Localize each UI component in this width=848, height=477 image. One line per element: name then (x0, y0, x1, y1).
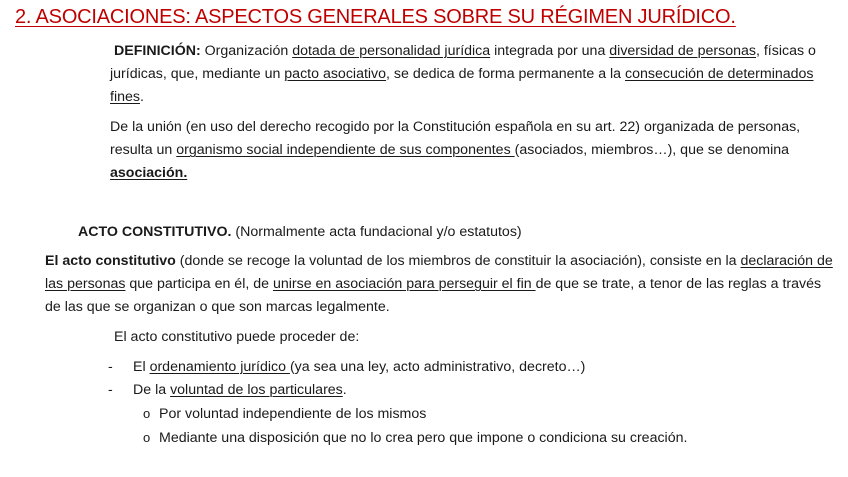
definition-underlined-text: dotada de personalidad jurídica (292, 43, 491, 59)
union-asociacion-term: asociación. (110, 165, 188, 181)
proceder-intro: El acto constitutivo puede proceder de: (114, 329, 360, 345)
list-item-underlined-text: ordenamiento jurídico (149, 359, 290, 375)
acto-bold-term: El acto constitutivo (45, 253, 176, 269)
union-underlined-text: organismo social independiente de sus componentes (176, 142, 515, 158)
acto-text: que participa en él, de (125, 276, 273, 292)
sublist-item-text: Mediante una disposición que no lo crea pero que impone o condiciona su creación. (159, 430, 688, 446)
definition-text: Organización (200, 43, 293, 59)
definition-text: integrada por una (490, 43, 610, 59)
dash-bullet: - (108, 359, 113, 375)
list-item (108, 379, 585, 402)
definition-text: , físicas o jurídicas, que, mediante un (110, 43, 816, 82)
circle-bullet-icon: o (143, 430, 151, 445)
origin-list (108, 356, 585, 402)
list-item-text: (ya sea una ley, acto administrativo, decreto…) (289, 359, 586, 375)
definition-text: . (139, 89, 144, 105)
list-item-text: El (133, 359, 150, 375)
union-paragraph (110, 116, 830, 185)
definition-underlined-text: pacto asociativo (284, 66, 387, 82)
sublist-item-text: Por voluntad independiente de los mismos (159, 406, 427, 422)
definition-underlined-text: consecución de determinados fines (110, 66, 814, 105)
union-text: (asociados, miembros…), que se denomina (514, 142, 790, 158)
definition-underlined-text: diversidad de personas (609, 43, 756, 59)
list-item (108, 356, 585, 379)
list-item-text: . (342, 382, 347, 398)
page-title: 2. ASOCIACIONES: ASPECTOS GENERALES SOBRE SU RÉGIMEN JURÍDICO. (15, 6, 736, 28)
list-item-text: De la (133, 382, 171, 398)
acto-heading-label: ACTO CONSTITUTIVO. (78, 224, 232, 240)
acto-underlined-text: declaración de las personas (45, 253, 833, 292)
union-text: De la unión (en uso del derecho recogido por la Constitución española en su art. 22) organizada de personas, resulta un (110, 119, 801, 158)
dash-bullet: - (108, 382, 113, 398)
acto-underlined-text: unirse en asociación para perseguir el fin (272, 276, 536, 292)
acto-text: (donde se recoge la voluntad de los miembros de constituir la asociación), consiste en la (175, 253, 741, 269)
definition-paragraph (110, 40, 830, 109)
acto-constitutivo-heading (78, 221, 778, 244)
acto-constitutivo-paragraph (45, 250, 837, 319)
voluntad-sublist (143, 402, 687, 450)
list-item-underlined-text: voluntad de los particulares (170, 382, 343, 398)
definition-label: DEFINICIÓN: (114, 43, 201, 59)
definition-text: , se dedica de forma permanente a la (386, 66, 626, 82)
acto-heading-note: (Normalmente acta fundacional y/o estatutos) (231, 224, 522, 240)
sublist-item (143, 426, 687, 450)
sublist-item (143, 402, 687, 426)
circle-bullet-icon: o (143, 406, 151, 421)
acto-text: de que se trate, a tenor de las reglas a través de las que se organizan o que son marcas legalmente. (45, 276, 822, 315)
